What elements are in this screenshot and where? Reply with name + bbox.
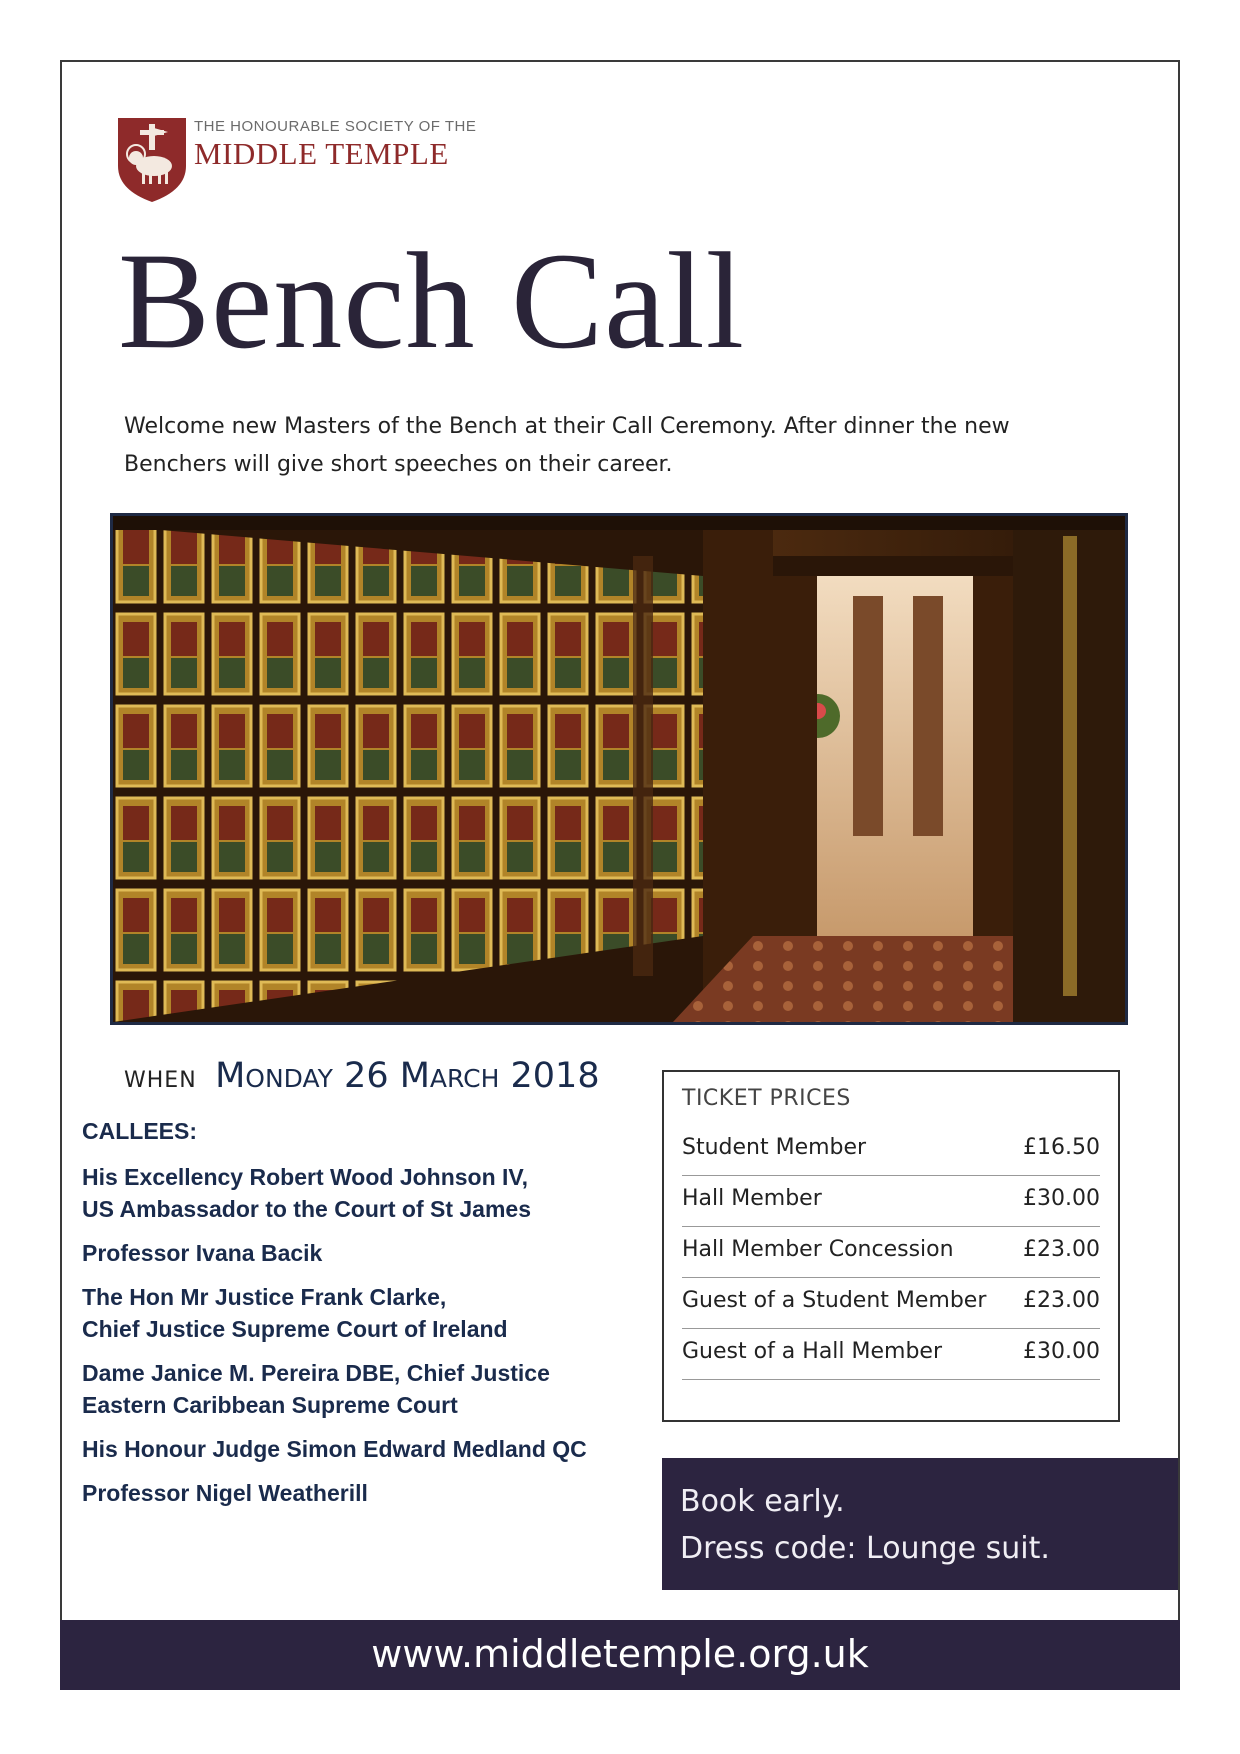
callee-name: The Hon Mr Justice Frank Clarke, (82, 1284, 447, 1310)
ticket-price: £30.00 (1023, 1186, 1100, 1211)
callee-item (82, 1281, 682, 1345)
ticket-row (682, 1278, 1100, 1329)
ticket-price: £16.50 (1023, 1135, 1100, 1160)
ticket-row (682, 1227, 1100, 1278)
event-date: Monday 26 March 2018 (215, 1056, 600, 1096)
ticket-label: Student Member (682, 1135, 867, 1160)
logo-society-line: THE HONOURABLE SOCIETY OF THE (194, 118, 477, 135)
ticket-label: Hall Member Concession (682, 1237, 954, 1262)
ticket-row (682, 1329, 1100, 1380)
callee-name: His Honour Judge Simon Edward Medland QC (82, 1436, 587, 1462)
callee-item (82, 1237, 682, 1269)
booking-notes-panel (662, 1458, 1178, 1590)
ticket-price: £30.00 (1023, 1339, 1100, 1364)
ticket-label: Guest of a Hall Member (682, 1339, 943, 1364)
ticket-row (682, 1125, 1100, 1176)
intro-line-2: Benchers will give short speeches on their career. (124, 452, 673, 477)
when-label: WHEN (124, 1068, 197, 1093)
callee-item (82, 1357, 682, 1421)
footer-bar (60, 1620, 1180, 1690)
callee-role: Chief Justice Supreme Court of Ireland (82, 1316, 508, 1342)
lamb-crest-icon (116, 116, 188, 204)
callees-list (82, 1115, 682, 1521)
intro-text (124, 408, 1084, 484)
callee-role: Eastern Caribbean Supreme Court (82, 1392, 458, 1418)
ticket-row (682, 1176, 1100, 1227)
logo-name: MIDDLE TEMPLE (194, 136, 449, 171)
callee-name: Dame Janice M. Pereira DBE, Chief Justice (82, 1360, 550, 1386)
ticket-prices-heading: TICKET PRICES (682, 1086, 851, 1111)
website-link[interactable]: www.middletemple.org.uk (371, 1632, 869, 1676)
callee-name: His Excellency Robert Wood Johnson IV, (82, 1164, 529, 1190)
callee-item (82, 1477, 682, 1509)
intro-line-1: Welcome new Masters of the Bench at their Call Ceremony. After dinner the new (124, 414, 1010, 439)
ticket-price: £23.00 (1023, 1288, 1100, 1313)
hall-photo-illustration (113, 516, 1125, 1022)
callee-role: US Ambassador to the Court of St James (82, 1196, 532, 1222)
middle-temple-logo (116, 116, 496, 206)
callee-name: Professor Ivana Bacik (82, 1240, 323, 1266)
callee-name: Professor Nigel Weatherill (82, 1480, 368, 1506)
event-date-row (124, 1056, 600, 1096)
hall-corridor-photo (110, 513, 1128, 1025)
ticket-price: £23.00 (1023, 1237, 1100, 1262)
ticket-label: Hall Member (682, 1186, 822, 1211)
page-title: Bench Call (118, 224, 746, 377)
dress-code-note: Dress code: Lounge suit. (680, 1531, 1050, 1566)
callee-item (82, 1161, 682, 1225)
callees-heading: CALLEES: (82, 1118, 197, 1144)
book-early-note: Book early. (680, 1484, 845, 1519)
ticket-prices-box (662, 1070, 1120, 1422)
callee-item (82, 1433, 682, 1465)
ticket-label: Guest of a Student Member (682, 1288, 987, 1313)
